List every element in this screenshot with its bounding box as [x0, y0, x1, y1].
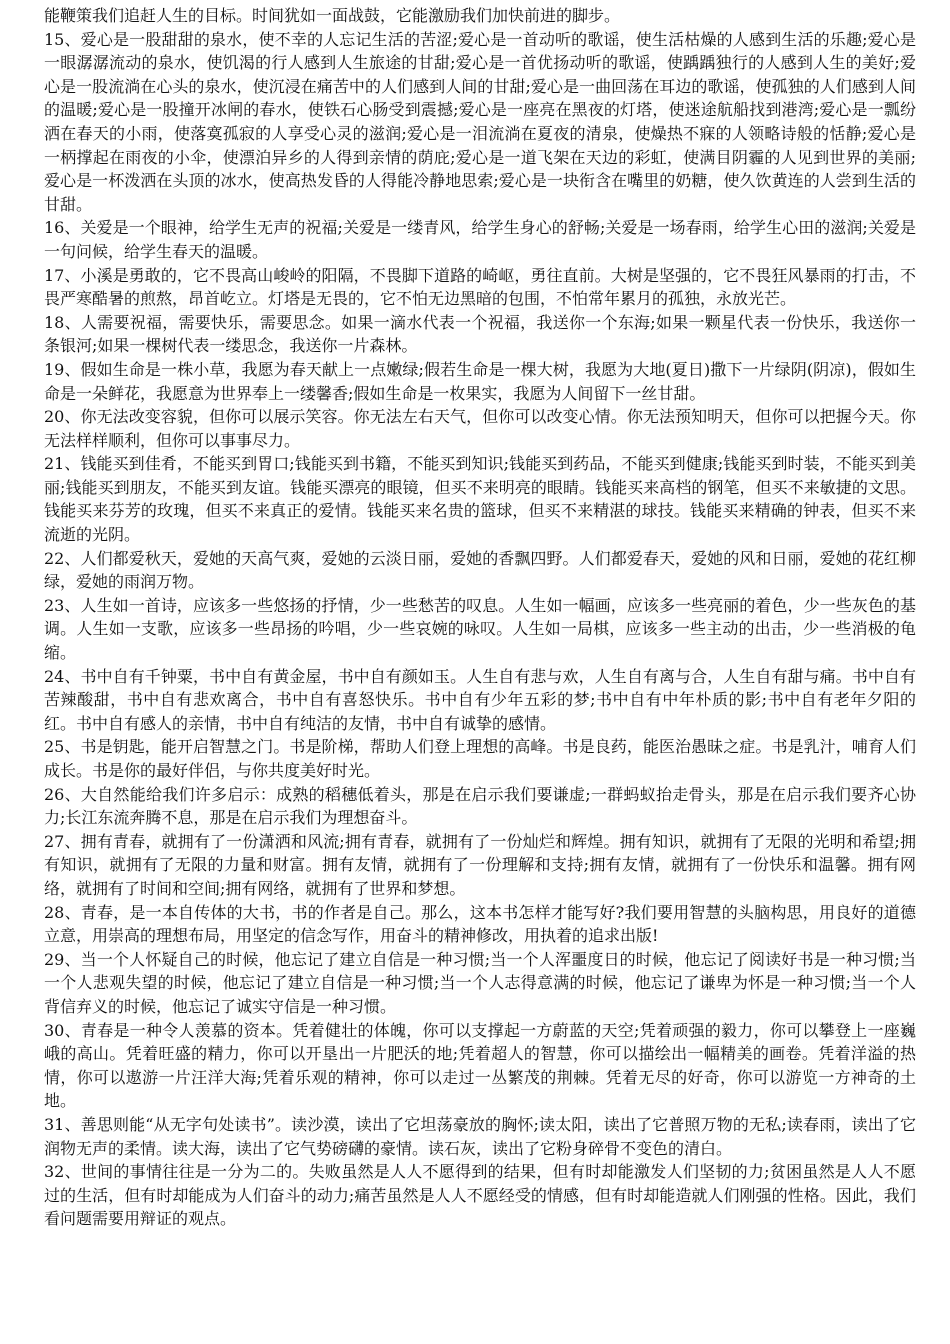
paragraph-21: 21、钱能买到佳肴，不能买到胃口;钱能买到书籍，不能买到知识;钱能买到药品，不能买到健康;钱能买到时装，不能买到美丽;钱能买到朋友，不能买到友谊。钱能买漂亮的眼镜，但买不来明亮的眼睛。钱能买来高档的钢笔，但买不来敏捷的文思。钱能买来芬芳的玫瑰，但买不来真正的爱情。钱能买来名贵的篮球，但买不来精湛的球技。钱能买来精确的钟表，但买不来流逝的光阴。	[44, 454, 916, 545]
paragraph-27: 27、拥有青春，就拥有了一份潇洒和风流;拥有青春，就拥有了一份灿烂和辉煌。拥有知识，就拥有了无限的光明和希望;拥有知识，就拥有了无限的力量和财富。拥有友情，就拥有了一份理解和支持;拥有友情，就拥有了一份快乐和温馨。拥有网络，就拥有了时间和空间;拥有网络，就拥有了世界和梦想。	[44, 831, 916, 898]
paragraph-28: 28、青春，是一本自传体的大书，书的作者是自己。那么，这本书怎样才能写好?我们要用智慧的头脑构思，用良好的道德立意，用崇高的理想布局，用坚定的信念写作，用奋斗的精神修改，用执着的追求出版!	[44, 902, 916, 946]
paragraph-29: 29、当一个人怀疑自己的时候，他忘记了建立自信是一种习惯;当一个人浑噩度日的时候，他忘记了阅读好书是一种习惯;当一个人悲观失望的时候，他忘记了建立自信是一种习惯;当一个人志得意满的时候，他忘记了谦卑为怀是一种习惯;当一个人背信弃义的时候，他忘记了诚实守信是一种习惯。	[44, 949, 916, 1016]
paragraph-25: 25、书是钥匙，能开启智慧之门。书是阶梯，帮助人们登上理想的高峰。书是良药，能医治愚昧之症。书是乳汁，哺育人们成长。书是你的最好伴侣，与你共度美好时光。	[44, 737, 916, 780]
paragraph-26: 26、大自然能给我们许多启示：成熟的稻穗低着头，那是在启示我们要谦虚;一群蚂蚁抬走骨头，那是在启示我们要齐心协力;长江东流奔腾不息，那是在启示我们为理想奋斗。	[44, 784, 916, 828]
paragraph-30: 30、青春是一种令人羡慕的资本。凭着健壮的体魄，你可以支撑起一方蔚蓝的天空;凭着顽强的毅力，你可以攀登上一座巍峨的高山。凭着旺盛的精力，你可以开垦出一片肥沃的地;凭着超人的智慧，你可以描绘出一幅精美的画卷。凭着洋溢的热情，你可以遨游一片汪洋大海;凭着乐观的精神，你可以走过一丛繁茂的荆棘。凭着无尽的好奇，你可以游览一方神奇的土地。	[44, 1020, 916, 1111]
paragraph-31: 31、善思则能“从无字句处读书”。读沙漠，读出了它坦荡豪放的胸怀;读太阳，读出了它普照万物的无私;读春雨，读出了它润物无声的柔情。读大海，读出了它气势磅礴的豪情。读石灰，读出了它粉身碎骨不变色的清白。	[44, 1114, 916, 1158]
paragraph-20: 20、你无法改变容貌，但你可以展示笑容。你无法左右天气，但你可以改变心情。你无法预知明天，但你可以把握今天。你无法样样顺利，但你可以事事尽力。	[44, 407, 916, 450]
paragraph-24: 24、书中自有千钟粟，书中自有黄金屋，书中自有颜如玉。人生自有悲与欢，人生自有离与合，人生自有甜与痛。书中自有苦辣酸甜，书中自有悲欢离合，书中自有喜怒快乐。书中自有少年五彩的梦;书中自有中年朴质的影;书中自有老年夕阳的红。书中自有感人的亲情，书中自有纯洁的友情，书中自有诚挚的感情。	[44, 666, 916, 733]
document-page	[44, 4, 916, 1231]
paragraph-continuation: 能鞭策我们追赶人生的目标。时间犹如一面战鼓，它能激励我们加快前进的脚步。	[44, 6, 621, 25]
paragraph-16: 16、关爱是一个眼神，给学生无声的祝福;关爱是一缕青风，给学生身心的舒畅;关爱是一场春雨，给学生心田的滋润;关爱是一句问候，给学生春天的温暖。	[44, 218, 916, 261]
paragraph-19: 19、假如生命是一株小草，我愿为春天献上一点嫩绿;假若生命是一棵大树，我愿为大地(夏日)撒下一片绿阴(阴凉)，假如生命是一朵鲜花，我愿意为世界奉上一缕馨香;假如生命是一枚果实，我愿为人间留下一丝甘甜。	[44, 359, 916, 403]
paragraph-32: 32、世间的事情往往是一分为二的。失败虽然是人人不愿得到的结果，但有时却能激发人们坚韧的力;贫困虽然是人人不愿过的生活，但有时却能成为人们奋斗的动力;痛苦虽然是人人不愿经受的情感，但有时却能造就人们刚强的性格。因此，我们看问题需要用辩证的观点。	[44, 1162, 916, 1229]
paragraph-23: 23、人生如一首诗，应该多一些悠扬的抒情，少一些愁苦的叹息。人生如一幅画，应该多一些亮丽的着色，少一些灰色的基调。人生如一支歌，应该多一些昂扬的吟唱，少一些哀婉的咏叹。人生如一局棋，应该多一些主动的出击，少一些消极的龟缩。	[44, 595, 916, 663]
paragraph-17: 17、小溪是勇敢的，它不畏高山峻岭的阳隔，不畏脚下道路的崎岖，勇往直前。大树是坚强的，它不畏狂风暴雨的打击，不畏严寒酷暑的煎熬，昂首屹立。灯塔是无畏的，它不怕无边黑暗的包围，不怕常年累月的孤独，永放光芒。	[44, 265, 916, 309]
paragraph-15: 15、爱心是一股甜甜的泉水，使不幸的人忘记生活的苦涩;爱心是一首动听的歌谣，使生活枯燥的人感到生活的乐趣;爱心是一眼潺潺流动的泉水，使饥渴的行人感到人生旅途的甘甜;爱心是一首优扬动听的歌谣，使踽踽独行的人感到人生的美好;爱心是一股流淌在心头的泉水，使沉浸在痛苦中的人们感到人间的甘甜;爱心是一曲回荡在耳边的歌谣，使孤独的人们感到人间的温暖;爱心是一股撞开冰闸的春水，使铁石心肠受到震撼;爱心是一座亮在黑夜的灯塔，使迷途航船找到港湾;爱心是一瓢纷洒在春天的小雨，使落寞孤寂的人享受心灵的滋润;爱心是一泪流淌在夏夜的清泉，使燥热不寐的人领略诗般的恬静;爱心是一柄撑起在雨夜的小伞，使漂泊异乡的人得到亲情的荫庇;爱心是一道飞架在天边的彩虹，使满目阴霾的人见到世界的美丽;爱心是一杯泼洒在头顶的冰水，使高热发昏的人得能冷静地思索;爱心是一块衔含在嘴里的奶糖，使久饮黄连的人尝到生活的甘甜。	[44, 29, 916, 214]
paragraph-22: 22、人们都爱秋天，爱她的天高气爽，爱她的云淡日丽，爱她的香飘四野。人们都爱春天，爱她的风和日丽，爱她的花红柳绿，爱她的雨润万物。	[44, 548, 916, 592]
paragraph-18: 18、人需要祝福，需要快乐，需要思念。如果一滴水代表一个祝福，我送你一个东海;如果一颗星代表一份快乐，我送你一条银河;如果一棵树代表一缕思念，我送你一片森林。	[44, 312, 916, 356]
